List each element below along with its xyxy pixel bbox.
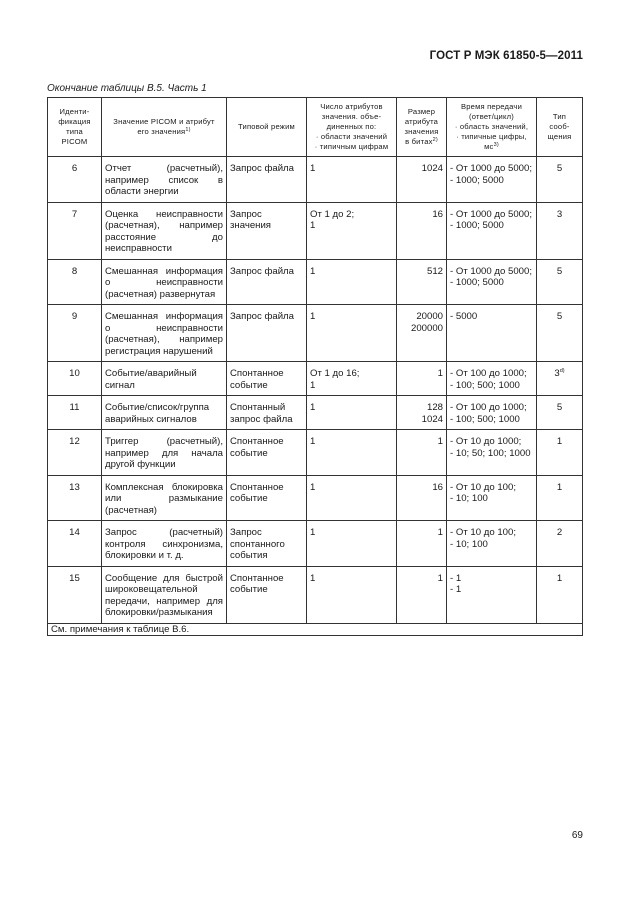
document-standard-header: ГОСТ Р МЭК 61850-5—2011 <box>429 50 583 62</box>
table-row <box>48 566 583 623</box>
cell-line: - 100; 500; 1000 <box>450 413 520 425</box>
cell-line: 1 <box>310 265 316 277</box>
cell-attribute-count <box>307 430 397 476</box>
cell-line: 1 <box>310 527 316 538</box>
cell-attribute-count <box>307 202 397 259</box>
cell-line: 1 <box>310 481 316 493</box>
column-header-line: Число атрибутов <box>320 102 383 111</box>
cell-message-type <box>537 305 583 362</box>
cell-line: 1 <box>310 163 316 174</box>
column-header-line: Значение PICOM и атрибут <box>113 117 215 126</box>
table-row <box>48 202 583 259</box>
message-type-value: 5 <box>556 402 563 413</box>
cell-attribute-size <box>397 202 447 259</box>
cell-attribute-size <box>397 157 447 203</box>
table-caption: Окончание таблицы В.5. Часть 1 <box>47 83 207 94</box>
cell-line: 16 <box>432 208 443 220</box>
column-header-line: Типовой режим <box>238 122 295 131</box>
column-header-line: типа <box>66 127 83 136</box>
cell-line: 1024 <box>421 163 443 174</box>
cell-typical-mode: Запрос файла <box>227 259 307 305</box>
cell-picom-value: Оценка неисправности (расчетная), например расстояние до неисправности <box>102 202 227 259</box>
cell-picom-id: 6 <box>48 157 102 203</box>
column-header-line: значения. объе- <box>321 112 382 121</box>
footnote-marker: 1) <box>185 127 191 133</box>
cell-attribute-count <box>307 566 397 623</box>
table-row <box>48 259 583 305</box>
table-header-row <box>48 98 583 157</box>
cell-transfer-time <box>447 362 537 396</box>
cell-line: - От 10 до 100; <box>450 481 516 493</box>
cell-picom-id: 13 <box>48 475 102 521</box>
cell-line: 1 <box>310 572 316 584</box>
table-note: См. примечания к таблице В.6. <box>48 623 583 636</box>
footnote-marker: 2) <box>432 137 438 143</box>
cell-attribute-count <box>307 157 397 203</box>
column-header-line: диненных по: <box>326 122 377 131</box>
cell-picom-value: Смешанная информация о неисправности (расчетная) развернутая <box>102 259 227 305</box>
cell-typical-mode: Спонтанное событие <box>227 475 307 521</box>
message-type-value: 1 <box>556 572 563 584</box>
cell-transfer-time <box>447 259 537 305</box>
column-header <box>227 98 307 157</box>
cell-attribute-size <box>397 362 447 396</box>
table-note-row <box>48 623 583 636</box>
cell-typical-mode: Спонтанное событие <box>227 430 307 476</box>
cell-picom-value: Комплексная блокировка или размыкание (расчетная) <box>102 475 227 521</box>
cell-message-type <box>537 475 583 521</box>
cell-line: - 10; 50; 100; 1000 <box>450 447 531 459</box>
cell-typical-mode: Запрос файла <box>227 305 307 362</box>
cell-line: 200000 <box>410 322 443 334</box>
cell-line: 1 <box>310 220 316 231</box>
column-header-line: значения <box>404 127 439 136</box>
message-type-value: 3 <box>554 368 560 379</box>
column-header-line: (ответ/цикл) <box>469 112 514 121</box>
cell-attribute-size <box>397 521 447 567</box>
cell-line: 1 <box>437 572 443 584</box>
cell-line: 16 <box>432 481 443 493</box>
table-row <box>48 475 583 521</box>
cell-transfer-time <box>447 475 537 521</box>
column-header-line: PICOM <box>61 137 88 146</box>
cell-typical-mode: Спонтанный запрос файла <box>227 396 307 430</box>
column-header <box>102 98 227 157</box>
cell-transfer-time <box>447 566 537 623</box>
column-header-line: Размер <box>407 107 436 116</box>
cell-attribute-size <box>397 430 447 476</box>
cell-picom-id: 12 <box>48 430 102 476</box>
cell-message-type <box>537 259 583 305</box>
cell-line: 1 <box>310 436 316 447</box>
cell-typical-mode: Спонтанное событие <box>227 362 307 396</box>
cell-attribute-size <box>397 305 447 362</box>
cell-line: - 1 <box>450 572 462 584</box>
column-header <box>537 98 583 157</box>
cell-message-type <box>537 362 583 396</box>
message-type-value: 3 <box>556 208 563 220</box>
cell-attribute-size <box>397 259 447 305</box>
cell-picom-id: 8 <box>48 259 102 305</box>
table-row <box>48 305 583 362</box>
cell-typical-mode: Запрос значения <box>227 202 307 259</box>
cell-line: 1 <box>437 436 443 447</box>
cell-line: - 1000; 5000 <box>450 277 504 288</box>
picom-table <box>47 97 583 636</box>
message-type-value: 1 <box>556 481 563 493</box>
column-header-line-wrap <box>449 132 534 152</box>
cell-line: 1 <box>310 379 316 391</box>
cell-picom-value: Триггер (расчетный), например для начала другой функции <box>102 430 227 476</box>
cell-message-type <box>537 157 583 203</box>
column-header-line: атрибута <box>404 117 439 126</box>
cell-message-type <box>537 202 583 259</box>
column-header-line: · области значений <box>315 132 388 141</box>
cell-attribute-count <box>307 475 397 521</box>
message-type-value: 5 <box>556 163 563 174</box>
cell-attribute-count <box>307 521 397 567</box>
column-header-line: Тип <box>552 112 567 121</box>
column-header <box>397 98 447 157</box>
table-row <box>48 521 583 567</box>
cell-line: - 10; 100 <box>450 493 488 504</box>
column-header-line-wrap <box>104 127 224 137</box>
cell-typical-mode: Спонтанное событие <box>227 566 307 623</box>
cell-line: - 1000; 5000 <box>450 174 504 186</box>
cell-transfer-time <box>447 157 537 203</box>
column-header-line: Иденти- <box>59 107 90 116</box>
cell-line: 1024 <box>421 413 443 425</box>
cell-message-type <box>537 566 583 623</box>
column-header-line: в битах <box>405 137 433 146</box>
message-type-value: 5 <box>556 265 563 277</box>
column-header-line: Время передачи <box>460 102 523 111</box>
cell-line: 1 <box>437 527 443 538</box>
column-header-line: фикация <box>58 117 91 126</box>
cell-line: - 5000 <box>450 311 478 322</box>
cell-line: 128 <box>426 402 443 413</box>
cell-typical-mode: Запрос спонтанного события <box>227 521 307 567</box>
cell-picom-value: Запрос (расчетный) контроля синхронизма, блокировки и т. д. <box>102 521 227 567</box>
cell-line: - От 100 до 1000; <box>450 368 527 379</box>
table-row <box>48 362 583 396</box>
column-header-line: его значения <box>137 127 186 136</box>
cell-line: - 1000; 5000 <box>450 220 504 231</box>
cell-line: - От 1000 до 5000; <box>450 208 532 220</box>
cell-picom-id: 15 <box>48 566 102 623</box>
page-number: 69 <box>571 830 583 841</box>
cell-picom-id: 10 <box>48 362 102 396</box>
message-type-value: 1 <box>556 436 563 447</box>
cell-line: 1 <box>310 402 316 413</box>
column-header-line-wrap <box>399 137 444 147</box>
cell-line: - 100; 500; 1000 <box>450 379 520 391</box>
footnote-marker: d) <box>559 368 565 374</box>
column-header-line: · типичные цифры, мс <box>456 132 527 151</box>
cell-attribute-count <box>307 305 397 362</box>
cell-picom-value: Отчет (расчетный), например список в области энергии <box>102 157 227 203</box>
cell-line: От 1 до 16; <box>310 368 360 379</box>
column-header <box>48 98 102 157</box>
cell-picom-value: Смешанная информация о неисправности (расчетная), например регистрация нарушений <box>102 305 227 362</box>
cell-picom-id: 9 <box>48 305 102 362</box>
cell-line: 512 <box>426 265 443 277</box>
table-row <box>48 396 583 430</box>
column-header-line: щения <box>547 132 572 141</box>
cell-message-type <box>537 396 583 430</box>
cell-line: - От 10 до 100; <box>450 527 516 538</box>
cell-attribute-size <box>397 475 447 521</box>
cell-line: 20000 <box>416 311 443 322</box>
cell-attribute-size <box>397 396 447 430</box>
cell-typical-mode: Запрос файла <box>227 157 307 203</box>
cell-picom-id: 14 <box>48 521 102 567</box>
cell-picom-value: Сообщение для быстрой широковещательной передачи, например для блокировки/размыкания <box>102 566 227 623</box>
cell-picom-id: 7 <box>48 202 102 259</box>
cell-line: - 1 <box>450 584 462 595</box>
column-header-line: сооб- <box>549 122 570 131</box>
table-row <box>48 430 583 476</box>
cell-picom-id: 11 <box>48 396 102 430</box>
cell-picom-value: Событие/список/группа аварийных сигналов <box>102 396 227 430</box>
footnote-marker: 3) <box>493 142 499 148</box>
column-header <box>307 98 397 157</box>
cell-transfer-time <box>447 305 537 362</box>
cell-transfer-time <box>447 202 537 259</box>
cell-attribute-size <box>397 566 447 623</box>
cell-line: - 10; 100 <box>450 538 488 550</box>
column-header-line: · типичным цифрам <box>314 142 389 151</box>
cell-line: - От 1000 до 5000; <box>450 265 532 277</box>
table-row <box>48 157 583 203</box>
cell-picom-value: Событие/аварийный сигнал <box>102 362 227 396</box>
message-type-value: 2 <box>556 527 563 538</box>
cell-line: 1 <box>310 311 316 322</box>
cell-line: - От 100 до 1000; <box>450 402 527 413</box>
cell-transfer-time <box>447 521 537 567</box>
cell-attribute-count <box>307 396 397 430</box>
cell-message-type <box>537 430 583 476</box>
message-type-value: 5 <box>556 311 563 322</box>
column-header <box>447 98 537 157</box>
cell-line: От 1 до 2; <box>310 208 355 220</box>
cell-transfer-time <box>447 396 537 430</box>
cell-line: - От 10 до 1000; <box>450 436 522 447</box>
cell-transfer-time <box>447 430 537 476</box>
column-header-line: · область значений, <box>454 122 529 131</box>
cell-line: 1 <box>437 368 443 379</box>
cell-attribute-count <box>307 259 397 305</box>
cell-message-type <box>537 521 583 567</box>
cell-attribute-count <box>307 362 397 396</box>
cell-line: - От 1000 до 5000; <box>450 163 532 174</box>
